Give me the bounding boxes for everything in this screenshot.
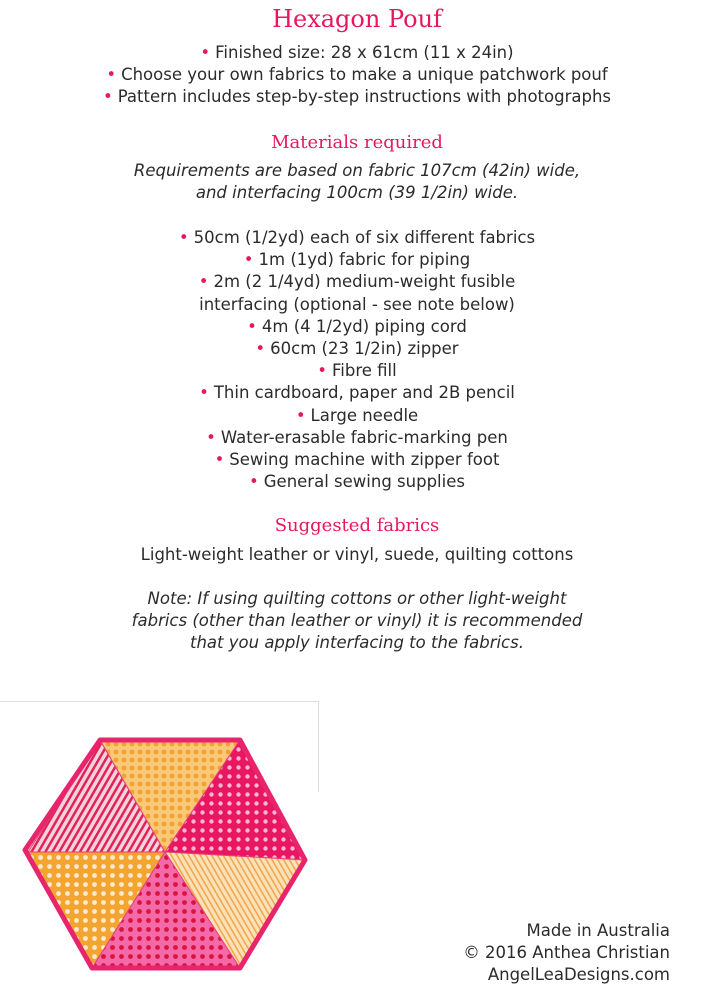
list-item: • Sewing machine with zipper foot <box>214 450 500 470</box>
list-item: • 50cm (1/2yd) each of six different fabrics <box>178 228 536 247</box>
feature-item: • Pattern includes step-by-step instructions with photographs <box>102 87 612 107</box>
materials-note: Requirements are based on fabric 107cm (42in) wide, and interfacing 100cm (39 1/2in) wide. <box>133 161 581 203</box>
feature-item: • Finished size: 28 x 61cm (11 x 24in) <box>200 43 514 62</box>
list-item: • Large needle <box>295 405 419 425</box>
page-title: Hexagon Pouf <box>272 5 442 33</box>
list-item: • Thin cardboard, paper and 2B pencil <box>199 383 515 403</box>
list-item-continuation: interfacing (optional - see note below) <box>199 294 515 314</box>
footer <box>463 920 670 986</box>
website-text: AngelLeaDesigns.com <box>487 965 670 984</box>
hexagon-pouf-photo <box>0 700 330 990</box>
list-item: • Water-erasable fabric-marking pen <box>206 427 508 447</box>
list-item: • 2m (2 1/4yd) medium-weight fusible <box>198 272 516 292</box>
fabrics-note: Note: If using quilting cottons or other light-weight fabrics (other than leather or vinyl) it is recommended that you apply interfacing to the fabrics. <box>131 589 583 653</box>
fabrics-text: Light-weight leather or vinyl, suede, quilting cottons <box>140 545 574 564</box>
copyright-text: © 2016 Anthea Christian <box>463 943 670 962</box>
fabrics-heading: Suggested fabrics <box>274 515 440 536</box>
feature-list <box>0 42 714 109</box>
materials-heading: Materials required <box>271 132 443 153</box>
feature-item: • Choose your own fabrics to make a unique patchwork pouf <box>106 65 608 85</box>
list-item: • Fibre fill <box>317 361 397 381</box>
materials-list <box>0 227 714 493</box>
list-item: • 4m (4 1/2yd) piping cord <box>247 316 467 336</box>
list-item: • 60cm (23 1/2in) zipper <box>255 339 459 359</box>
list-item: • General sewing supplies <box>249 472 465 492</box>
list-item: • 1m (1yd) fabric for piping <box>243 250 471 270</box>
origin-text: Made in Australia <box>526 921 670 940</box>
